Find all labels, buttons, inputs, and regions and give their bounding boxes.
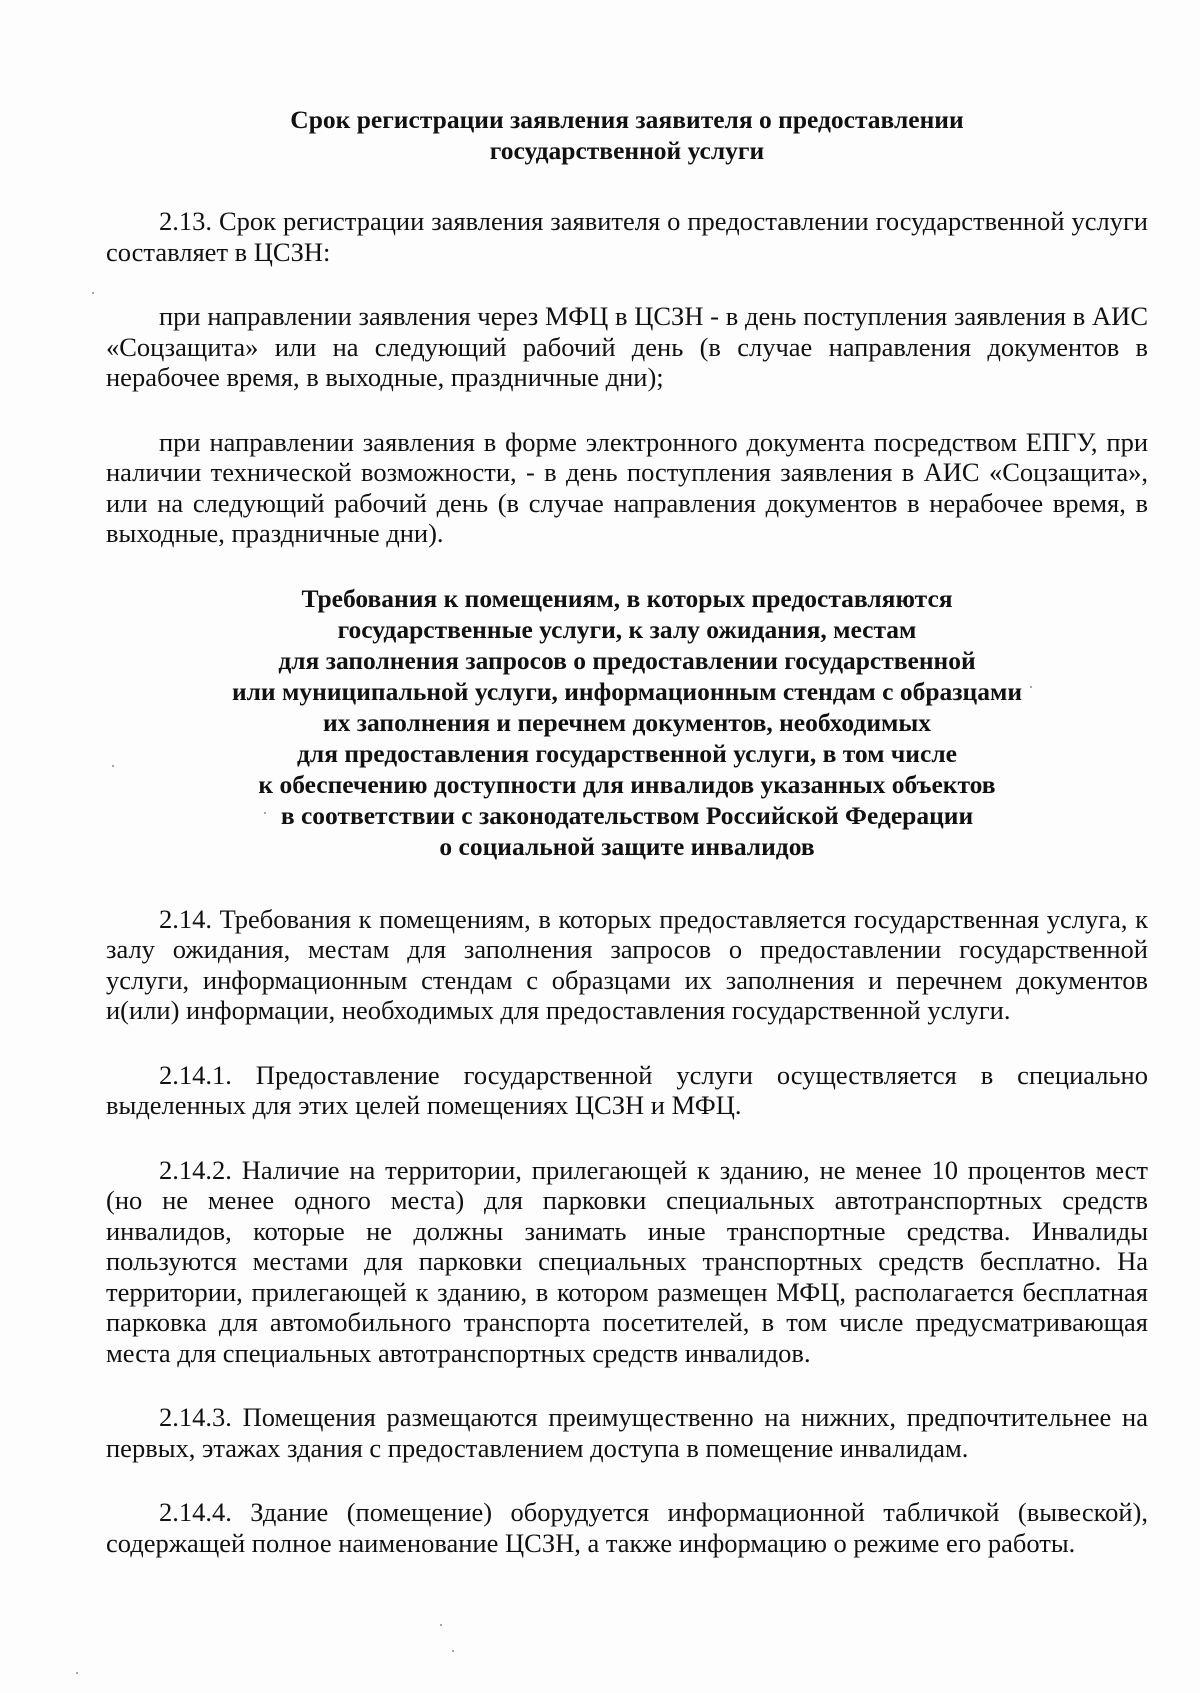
heading-line: государственные услуги, к залу ожидания, местам xyxy=(337,614,917,644)
scan-speck xyxy=(452,1650,454,1652)
heading-line: для предоставления государственной услуги, в том числе xyxy=(297,738,957,768)
heading-line: к обеспечению доступности для инвалидов указанных объектов xyxy=(258,769,996,799)
scan-speck xyxy=(76,1672,78,1674)
document-body xyxy=(106,104,1148,1592)
heading-line: для заполнения запросов о предоставлении государственной xyxy=(278,645,976,675)
paragraph-2-14-2: 2.14.2. Наличие на территории, прилегающей к зданию, не менее 10 процентов мест (но не менее одного места) для парковки специальных автотранспортных средств инвалидов, которые не должны занимать иные транспортные средства. Инвалиды пользуются местами для парковки специальных транспортных средств бесплатно. На территории, прилегающей к зданию, в котором размещен МФЦ, располагается бесплатная парковка для автомобильного транспорта посетителей, в том числе предусматривающая места для специальных автотранспортных средств инвалидов. xyxy=(106,1154,1148,1368)
paragraph-2-14-3: 2.14.3. Помещения размещаются преимущественно на нижних, предпочтительнее на первых, этажах здания с предоставлением доступа в помещение инвалидам. xyxy=(106,1402,1148,1463)
heading-line: Срок регистрации заявления заявителя о предоставлении xyxy=(290,105,964,134)
heading-line: о социальной защите инвалидов xyxy=(439,831,815,861)
paragraph-2-14-1: 2.14.1. Предоставление государственной услуги осуществляется в специально выделенных для этих целей помещениях ЦСЗН и МФЦ. xyxy=(106,1059,1148,1120)
scan-speck xyxy=(440,1624,442,1626)
heading-line: государственной услуги xyxy=(489,136,765,165)
heading-line: Требования к помещениям, в которых предоставляются xyxy=(301,583,953,613)
heading-line: в соответствии с законодательством Российской Федерации xyxy=(280,800,974,830)
paragraph-2-14-4: 2.14.4. Здание (помещение) оборудуется информационной табличкой (вывеской), содержащей полное наименование ЦСЗН, а также информацию о режиме его работы. xyxy=(106,1497,1148,1558)
heading-line: их заполнения и перечнем документов, необходимых xyxy=(322,707,932,737)
section-heading-premises-requirements xyxy=(106,583,1148,862)
section-heading-registration-term xyxy=(106,104,1148,166)
paragraph-2-13: 2.13. Срок регистрации заявления заявителя о предоставлении государственной услуги составляет в ЦСЗН: xyxy=(106,206,1148,267)
heading-line: или муниципальной услуги, информационным стендам с образцами xyxy=(231,676,1023,706)
paragraph-2-14: 2.14. Требования к помещениям, в которых предоставляется государственная услуга, к залу ожидания, местам для заполнения запросов о предоставлении государственной услуги, информационным стендам с образцами их заполнения и перечнем документов и(или) информации, необходимых для предоставления государственной услуги. xyxy=(106,903,1148,1025)
scan-speck xyxy=(92,292,94,294)
paragraph-mfc-submission: при направлении заявления через МФЦ в ЦСЗН - в день поступления заявления в АИС «Соцзащита» или на следующий рабочий день (в случае направления документов в нерабочее время, в выходные, праздничные дни); xyxy=(106,301,1148,392)
paragraph-epgu-submission: при направлении заявления в форме электронного документа посредством ЕПГУ, при наличии технической возможности, - в день поступления заявления в АИС «Соцзащита», или на следующий рабочий день (в случае направления документов в нерабочее время, в выходные, праздничные дни). xyxy=(106,426,1148,548)
